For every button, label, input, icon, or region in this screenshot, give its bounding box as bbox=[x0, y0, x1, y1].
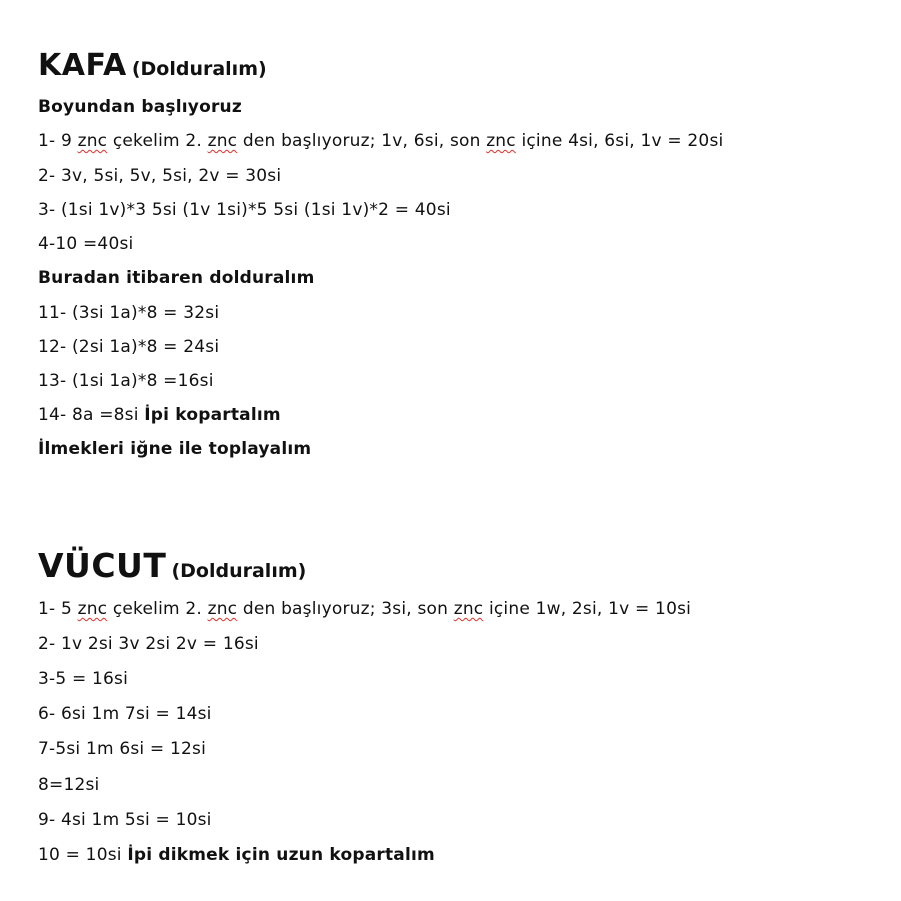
kafa-row-11: 11- (3si 1a)*8 = 32si bbox=[38, 303, 220, 323]
vucut-row-1-text: 1- 5 bbox=[38, 599, 78, 619]
kafa-intro: Boyundan başlıyoruz bbox=[38, 97, 242, 117]
vucut-row-2: 2- 1v 2si 3v 2si 2v = 16si bbox=[38, 634, 259, 654]
kafa-row-14 bbox=[38, 405, 281, 425]
vucut-subtitle: (Dolduralım) bbox=[171, 560, 307, 582]
kafa-row-1-text: içine 4si, 6si, 1v = 20si bbox=[515, 131, 724, 151]
vucut-row-1-text: içine 1w, 2si, 1v = 10si bbox=[483, 599, 692, 619]
kafa-row-14-text: 14- 8a =8si bbox=[38, 405, 145, 425]
spellcheck-word: znc bbox=[207, 131, 238, 151]
kafa-subtitle: (Dolduralım) bbox=[131, 58, 267, 80]
vucut-row-7: 7-5si 1m 6si = 12si bbox=[38, 739, 206, 759]
kafa-row-3: 3- (1si 1v)*3 5si (1v 1si)*5 5si (1si 1v)*2 = 40si bbox=[38, 200, 451, 220]
spellcheck-word: znc bbox=[486, 131, 516, 151]
kafa-title: KAFA bbox=[38, 48, 127, 83]
kafa-heading bbox=[38, 48, 267, 83]
kafa-end-note: İlmekleri iğne ile toplayalım bbox=[38, 439, 312, 459]
kafa-row-4-10: 4-10 =40si bbox=[38, 234, 134, 254]
vucut-row-10 bbox=[38, 845, 435, 865]
kafa-row-2: 2- 3v, 5si, 5v, 5si, 2v = 30si bbox=[38, 166, 282, 186]
kafa-stuffing-note: Buradan itibaren dolduralım bbox=[38, 268, 315, 288]
spellcheck-word: znc bbox=[207, 599, 238, 619]
kafa-row-14-note: İpi kopartalım bbox=[144, 405, 281, 425]
spellcheck-word: znc bbox=[77, 131, 108, 151]
vucut-heading bbox=[38, 546, 306, 585]
vucut-title: VÜCUT bbox=[38, 546, 167, 585]
spellcheck-word: znc bbox=[77, 599, 108, 619]
vucut-row-8: 8=12si bbox=[38, 775, 100, 795]
vucut-row-9: 9- 4si 1m 5si = 10si bbox=[38, 810, 212, 830]
vucut-row-3-5: 3-5 = 16si bbox=[38, 669, 129, 689]
spellcheck-word: znc bbox=[453, 599, 484, 619]
kafa-row-1-text: çekelim 2. bbox=[107, 131, 208, 151]
vucut-row-6: 6- 6si 1m 7si = 14si bbox=[38, 704, 212, 724]
vucut-row-1-text: çekelim 2. bbox=[107, 599, 208, 619]
vucut-row-10-text: 10 = 10si bbox=[38, 845, 128, 865]
kafa-row-13: 13- (1si 1a)*8 =16si bbox=[38, 371, 214, 391]
vucut-row-1 bbox=[38, 599, 691, 619]
kafa-row-12: 12- (2si 1a)*8 = 24si bbox=[38, 337, 220, 357]
vucut-row-10-note: İpi dikmek için uzun kopartalım bbox=[127, 845, 435, 865]
kafa-row-1-text: den başlıyoruz; 1v, 6si, son bbox=[237, 131, 487, 151]
vucut-row-1-text: den başlıyoruz; 3si, son bbox=[237, 599, 454, 619]
kafa-row-1 bbox=[38, 131, 723, 151]
kafa-row-1-text: 1- 9 bbox=[38, 131, 78, 151]
